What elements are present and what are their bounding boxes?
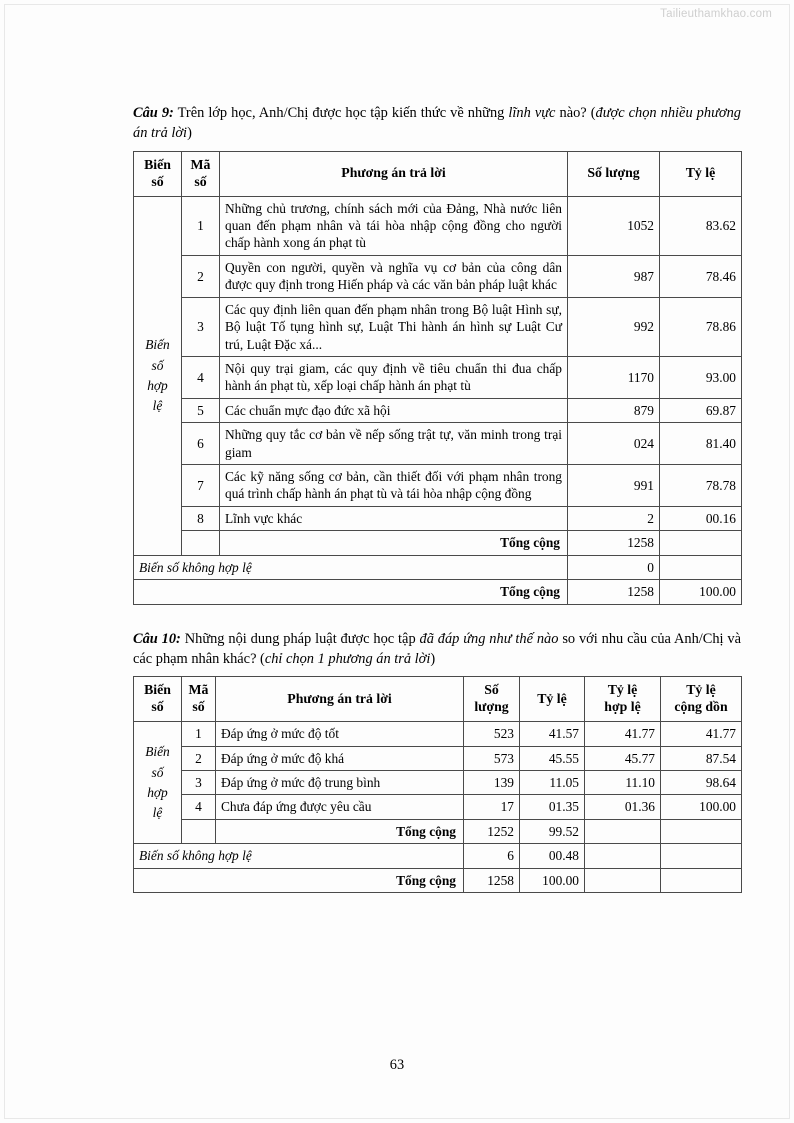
question-10-text-part2: so với nhu cầu của Anh/Chị và các phạm nhân khác? (: [133, 630, 741, 668]
row-rate: 78.86: [660, 297, 742, 356]
row-code: 1: [182, 722, 216, 746]
row-valid-rate: 41.77: [585, 722, 661, 746]
subtotal-label: Tổng cộng: [216, 819, 464, 843]
subtotal-cumulative-rate: [661, 819, 742, 843]
subtotal-rate: 99.52: [520, 819, 585, 843]
row-rate: 11.05: [520, 770, 585, 794]
question-10-heading: [133, 629, 741, 670]
grandtotal-label: Tổng cộng: [134, 580, 568, 604]
header-count-line2: lượng: [474, 699, 509, 715]
table-row: [134, 746, 742, 770]
row-answer: Chưa đáp ứng được yêu cầu: [216, 795, 464, 819]
header-code-line2: số: [192, 699, 205, 715]
row-count: 2: [568, 506, 660, 530]
question-10-table: [133, 676, 742, 893]
row-answer: Các chuẩn mực đạo đức xã hội: [220, 398, 568, 422]
watermark-text: Tailieuthamkhao.com: [660, 8, 772, 20]
invalid-count: 0: [568, 555, 660, 579]
table-row: [134, 255, 742, 297]
table-row: [134, 423, 742, 465]
table-header-row: [134, 677, 742, 722]
row-answer: Quyền con người, quyền và nghĩa vụ cơ bản của công dân được quy định trong Hiến pháp và các văn bản pháp luật khác: [220, 255, 568, 297]
row-code: 3: [182, 297, 220, 356]
row-rate: 00.16: [660, 506, 742, 530]
invalid-cumulative-rate: [661, 844, 742, 868]
table-row: [134, 465, 742, 507]
row-count: 991: [568, 465, 660, 507]
row-rate: 93.00: [660, 356, 742, 398]
header-valid-rate: [585, 677, 661, 722]
page-content: [133, 103, 741, 893]
header-rate: Tỷ lệ: [520, 677, 585, 722]
row-answer: Những quy tắc cơ bản về nếp sống trật tự, văn minh trong trại giam: [220, 423, 568, 465]
row-rate: 69.87: [660, 398, 742, 422]
table-header-row: [134, 151, 742, 196]
table-row: [134, 398, 742, 422]
row-answer: Các kỹ năng sống cơ bản, cần thiết đối với phạm nhân trong quá trình chấp hành án phạt tù và tái hòa nhập cộng đồng: [220, 465, 568, 507]
row-rate: 83.62: [660, 196, 742, 255]
question-9-heading: [133, 103, 741, 144]
question-9-instruction: được chọn nhiều phương án trả lời: [133, 105, 741, 142]
grandtotal-cumulative-rate: [661, 868, 742, 892]
row-rate: 78.78: [660, 465, 742, 507]
header-variable-line1: Biến: [144, 682, 171, 698]
grandtotal-row: [134, 580, 742, 604]
header-valid-rate-line1: Tỷ lệ: [607, 682, 638, 698]
header-variable-line2: số: [151, 173, 164, 189]
section-gap: [133, 605, 741, 629]
header-code-line1: Mã: [190, 156, 211, 172]
row-count: 992: [568, 297, 660, 356]
header-code: [182, 151, 220, 196]
row-count: 139: [464, 770, 520, 794]
header-count: [464, 677, 520, 722]
question-10-text-part3: ): [430, 651, 436, 668]
valid-label-line3: hợp: [147, 377, 168, 393]
row-answer: Nội quy trại giam, các quy định về tiêu chuẩn thi đua chấp hành án phạt tù, xếp loại chấp hành án phạt tù: [220, 356, 568, 398]
row-count: 879: [568, 398, 660, 422]
row-code: 7: [182, 465, 220, 507]
row-code: 6: [182, 423, 220, 465]
header-cumulative-rate-line2: cộng dồn: [674, 699, 728, 715]
invalid-row: [134, 555, 742, 579]
question-9-emphasis: lĩnh vực: [508, 105, 556, 121]
table-row: [134, 795, 742, 819]
row-count: 573: [464, 746, 520, 770]
invalid-rate: [660, 555, 742, 579]
question-10-emphasis: đã đáp ứng như thế nào: [419, 630, 559, 647]
header-code-line2: số: [194, 173, 207, 189]
grandtotal-rate: 100.00: [660, 580, 742, 604]
row-count: 024: [568, 423, 660, 465]
grandtotal-count: 1258: [568, 580, 660, 604]
question-9-text-part3: ): [187, 125, 192, 142]
question-10-label: Câu 10:: [133, 630, 181, 647]
question-9-text-part2: nào? (: [555, 105, 596, 121]
invalid-label: Biến số không hợp lệ: [134, 844, 464, 868]
table-row: [134, 297, 742, 356]
row-rate: 01.35: [520, 795, 585, 819]
header-variable: [134, 151, 182, 196]
valid-label-line1: Biến: [145, 744, 170, 760]
row-answer: Những chủ trương, chính sách mới của Đảng, Nhà nước liên quan đến phạm nhân và tái hòa nhập cộng đồng cho người chấp hành xong án phạt tù: [220, 196, 568, 255]
subtotal-label: Tổng cộng: [220, 531, 568, 555]
subtotal-empty-code: [182, 531, 220, 555]
subtotal-row: [134, 531, 742, 555]
page-number: 63: [389, 1057, 405, 1073]
row-valid-rate: 11.10: [585, 770, 661, 794]
row-rate: 45.55: [520, 746, 585, 770]
row-code: 3: [182, 770, 216, 794]
header-answer-option: Phương án trả lời: [220, 151, 568, 196]
header-variable-line2: số: [151, 699, 164, 715]
row-rate: 81.40: [660, 423, 742, 465]
subtotal-row: [134, 819, 742, 843]
header-variable-line1: Biến: [144, 156, 171, 172]
row-answer: Đáp ứng ở mức độ trung bình: [216, 770, 464, 794]
header-variable: [134, 677, 182, 722]
header-answer-option: Phương án trả lời: [216, 677, 464, 722]
row-code: 8: [182, 506, 220, 530]
valid-label-line4: lệ: [152, 397, 163, 413]
question-9-label: Câu 9:: [133, 105, 174, 121]
row-code: 2: [182, 746, 216, 770]
header-rate: Tỷ lệ: [660, 151, 742, 196]
header-cumulative-rate: [661, 677, 742, 722]
row-code: 2: [182, 255, 220, 297]
row-count: 987: [568, 255, 660, 297]
row-answer: Đáp ứng ở mức độ tốt: [216, 722, 464, 746]
invalid-row: [134, 844, 742, 868]
valid-label-line2: số: [151, 764, 164, 780]
valid-label-line1: Biến: [145, 337, 170, 353]
subtotal-valid-rate: [585, 819, 661, 843]
row-count: 1170: [568, 356, 660, 398]
valid-label-line4: lệ: [152, 804, 163, 820]
valid-label-line2: số: [151, 357, 164, 373]
row-rate: 41.57: [520, 722, 585, 746]
table-row: [134, 196, 742, 255]
row-code: 1: [182, 196, 220, 255]
table-row: [134, 770, 742, 794]
invalid-valid-rate: [585, 844, 661, 868]
row-cumulative-rate: 41.77: [661, 722, 742, 746]
row-answer: Các quy định liên quan đến phạm nhân trong Bộ luật Hình sự, Bộ luật Tố tụng hình sự, Luật Thi hành án hình sự Luật Cư trú, Luật Đặc xá...: [220, 297, 568, 356]
grandtotal-count: 1258: [464, 868, 520, 892]
row-count: 523: [464, 722, 520, 746]
invalid-label: Biến số không hợp lệ: [134, 555, 568, 579]
row-valid-rate: 01.36: [585, 795, 661, 819]
valid-label-line3: hợp: [147, 784, 168, 800]
table-row: [134, 722, 742, 746]
row-code: 4: [182, 795, 216, 819]
question-10-instruction: chỉ chọn 1 phương án trả lời: [264, 651, 431, 668]
row-cumulative-rate: 87.54: [661, 746, 742, 770]
grandtotal-label: Tổng cộng: [134, 868, 464, 892]
row-answer: Đáp ứng ở mức độ khá: [216, 746, 464, 770]
invalid-count: 6: [464, 844, 520, 868]
question-10-text-part1: Những nội dung pháp luật được học tập: [180, 630, 420, 647]
subtotal-count: 1258: [568, 531, 660, 555]
table-row: [134, 356, 742, 398]
header-code: [182, 677, 216, 722]
row-cumulative-rate: 98.64: [661, 770, 742, 794]
grandtotal-row: [134, 868, 742, 892]
grandtotal-valid-rate: [585, 868, 661, 892]
header-count-line1: Số: [484, 682, 499, 698]
question-9-text-part1: Trên lớp học, Anh/Chị được học tập kiến thức về những: [173, 105, 509, 121]
subtotal-rate: [660, 531, 742, 555]
valid-variable-label: [134, 722, 182, 844]
grandtotal-rate: 100.00: [520, 868, 585, 892]
header-cumulative-rate-line1: Tỷ lệ: [686, 682, 716, 698]
question-9-table: [133, 151, 742, 605]
header-code-line1: Mã: [188, 682, 209, 698]
row-answer: Lĩnh vực khác: [220, 506, 568, 530]
row-valid-rate: 45.77: [585, 746, 661, 770]
invalid-rate: 00.48: [520, 844, 585, 868]
subtotal-empty-code: [182, 819, 216, 843]
header-count: Số lượng: [568, 151, 660, 196]
row-count: 1052: [568, 196, 660, 255]
row-count: 17: [464, 795, 520, 819]
table-row: [134, 506, 742, 530]
row-rate: 78.46: [660, 255, 742, 297]
row-code: 5: [182, 398, 220, 422]
header-valid-rate-line2: hợp lệ: [604, 699, 641, 715]
subtotal-count: 1252: [464, 819, 520, 843]
row-code: 4: [182, 356, 220, 398]
valid-variable-label: [134, 196, 182, 555]
row-cumulative-rate: 100.00: [661, 795, 742, 819]
